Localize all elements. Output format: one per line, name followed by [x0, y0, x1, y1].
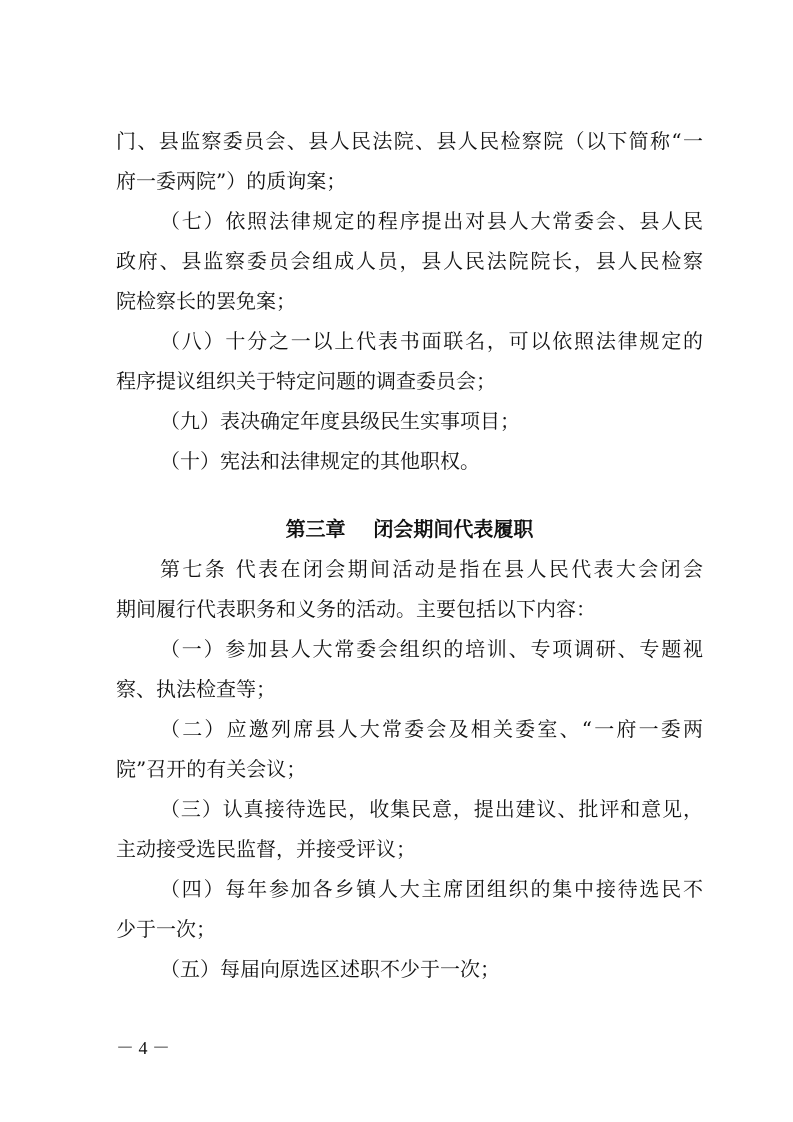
text-line: 门、县监察委员会、县人民法院、县人民检察院（以下简称“一 [116, 129, 703, 153]
text-line: （四）每年参加各乡镇人大主席团组织的集中接待选民不 [160, 877, 703, 901]
paragraph [116, 201, 703, 321]
paragraph [116, 949, 703, 989]
paragraph [116, 121, 703, 201]
text-line: （五）每届向原选区述职不少于一次； [160, 957, 500, 981]
text-line: （二）应邀列席县人大常委会及相关委室、“一府一委两 [160, 717, 703, 741]
paragraph [116, 629, 703, 709]
text-line: （十）宪法和法律规定的其他职权。 [160, 449, 480, 473]
paragraph [116, 789, 703, 869]
document-body [116, 121, 703, 989]
section-spacer [116, 481, 703, 509]
text-line: 第七条 代表在闭会期间活动是指在县人民代表大会闭会 [160, 557, 703, 581]
text-line: 少于一次； [116, 917, 216, 941]
text-line: 政府、县监察委员会组成人员，县人民法院院长，县人民检察 [116, 249, 703, 273]
text-line: 察、执法检查等； [116, 677, 276, 701]
text-line: 期间履行代表职务和义务的活动。主要包括以下内容： [116, 597, 596, 621]
text-line: 府一委两院”）的质询案； [116, 169, 347, 193]
text-line: 主动接受选民监督，并接受评议； [116, 837, 416, 861]
paragraph [116, 441, 703, 481]
text-line: （九）表决确定年度县级民生实事项目； [160, 409, 520, 433]
paragraph [116, 709, 703, 789]
text-line: （八）十分之一以上代表书面联名，可以依照法律规定的 [160, 329, 703, 353]
text-line: （三）认真接待选民，收集民意，提出建议、批评和意见， [160, 797, 703, 821]
paragraph [116, 401, 703, 441]
text-line: （一）参加县人大常委会组织的培训、专项调研、专题视 [160, 637, 703, 661]
chapter-heading: 第三章 闭会期间代表履职 [285, 517, 534, 541]
page-number: － 4 － [116, 1038, 170, 1058]
text-line: 程序提议组织关于特定问题的调查委员会； [116, 369, 496, 393]
paragraph [116, 549, 703, 629]
text-line: 院”召开的有关会议； [116, 757, 307, 781]
paragraph [116, 321, 703, 401]
paragraph [116, 869, 703, 949]
text-line: （七）依照法律规定的程序提出对县人大常委会、县人民 [160, 209, 703, 233]
text-line: 院检察长的罢免案； [116, 289, 296, 313]
